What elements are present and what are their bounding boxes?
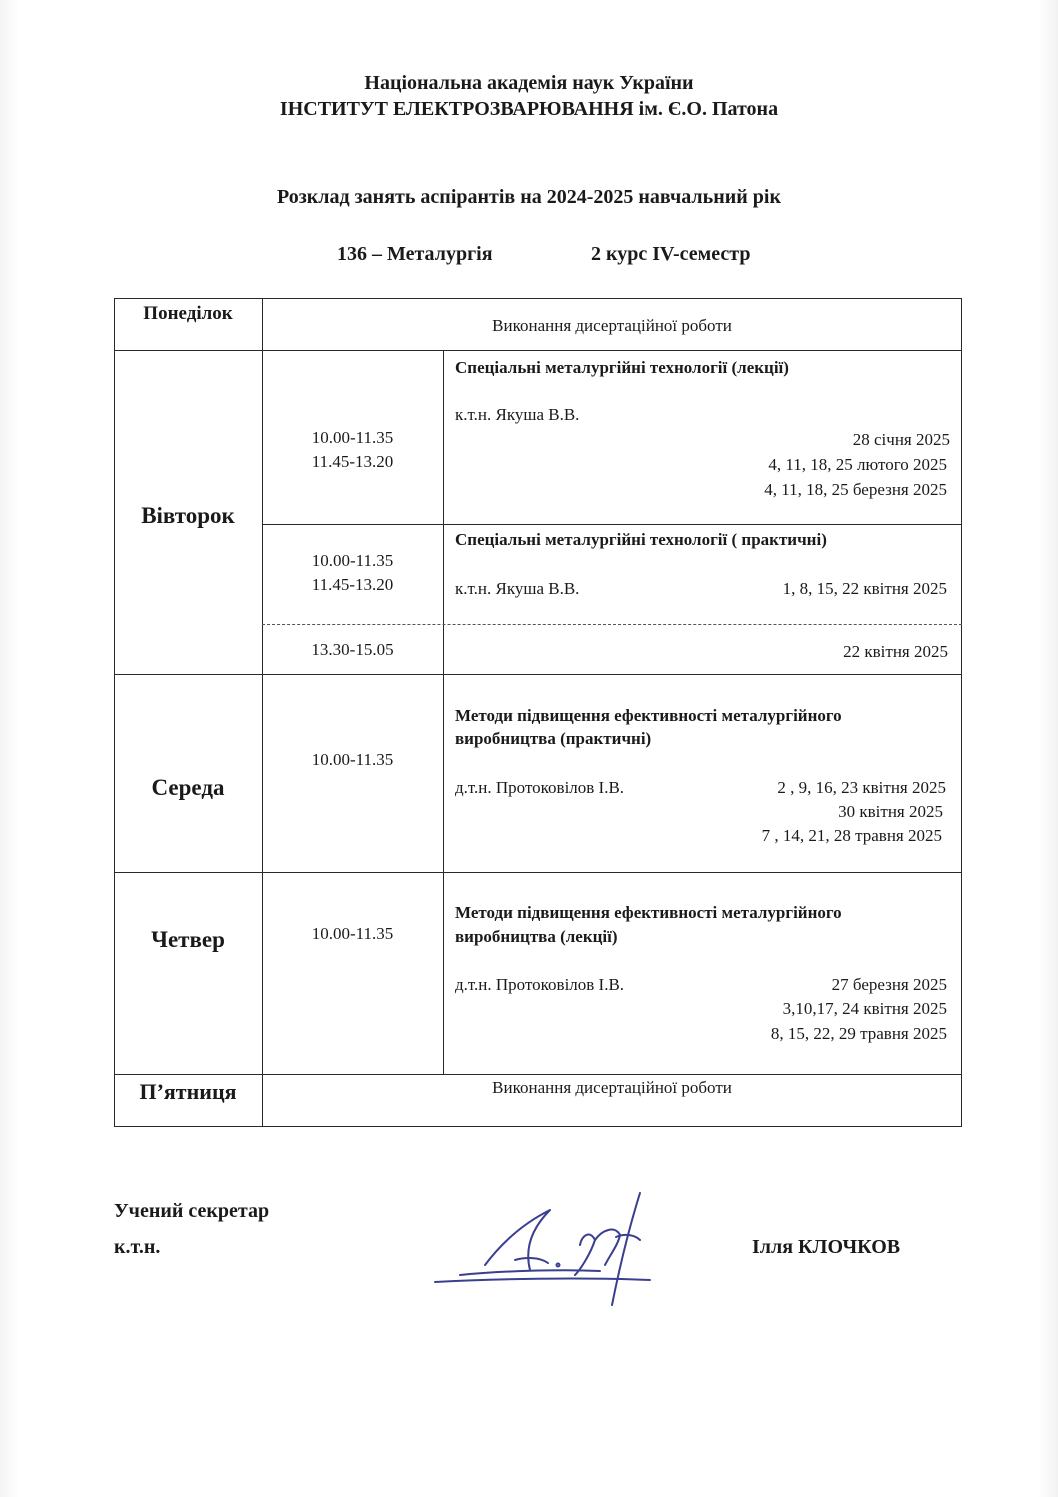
row-divider bbox=[114, 872, 962, 873]
wednesday-subject-line1: Методи підвищення ефективності металургійного bbox=[455, 706, 842, 725]
wednesday-dates-3: 7 , 14, 21, 28 травня 2025 bbox=[761, 826, 942, 845]
handwritten-signature bbox=[430, 1185, 660, 1310]
friday-activity: Виконання дисертаційної роботи bbox=[492, 1078, 732, 1097]
course-label: 2 курс IV-семестр bbox=[591, 243, 751, 265]
day-tuesday: Вівторок bbox=[141, 503, 235, 528]
thursday-dates-3: 8, 15, 22, 29 травня 2025 bbox=[770, 1024, 947, 1043]
institute-name: ІНСТИТУТ ЕЛЕКТРОЗВАРЮВАННЯ ім. Є.О. Патона bbox=[279, 98, 779, 120]
monday-activity: Виконання дисертаційної роботи bbox=[492, 316, 732, 335]
table-border-right bbox=[961, 298, 962, 1127]
signatory-degree: к.т.н. bbox=[114, 1236, 161, 1258]
sub-row-divider-dashed bbox=[262, 624, 962, 625]
wednesday-teacher: д.т.н. Протоковілов І.В. bbox=[455, 778, 625, 797]
specialty-label: 136 – Металургія bbox=[337, 243, 493, 265]
wednesday-dates-2: 30 квітня 2025 bbox=[838, 802, 943, 821]
signatory-position: Учений секретар bbox=[114, 1200, 270, 1222]
tuesday-subject-practical: Спеціальні металургійні технології ( практичні) bbox=[455, 530, 827, 549]
day-monday: Понеділок bbox=[143, 303, 233, 324]
table-border-left bbox=[114, 298, 115, 1127]
thursday-subject-line2: виробництва (лекції) bbox=[455, 927, 618, 946]
tuesday-time-1: 10.00-11.35 bbox=[311, 428, 394, 447]
thursday-dates-1: 27 березня 2025 bbox=[831, 975, 947, 994]
sub-row-divider bbox=[262, 524, 962, 525]
document-title: Розклад занять аспірантів на 2024-2025 навчальний рік bbox=[277, 186, 781, 208]
tuesday-teacher: к.т.н. Якуша В.В. bbox=[455, 405, 580, 424]
table-border-bottom bbox=[114, 1126, 962, 1127]
wednesday-subject-line2: виробництва (практичні) bbox=[455, 729, 652, 748]
day-friday: П’ятниця bbox=[139, 1079, 237, 1104]
signatory-name: Ілля КЛОЧКОВ bbox=[752, 1236, 901, 1258]
org-name: Національна академія наук України bbox=[364, 72, 694, 94]
thursday-teacher: д.т.н. Протоковілов І.В. bbox=[455, 975, 625, 994]
row-divider bbox=[114, 674, 962, 675]
tuesday-extra-dates: 22 квітня 2025 bbox=[843, 642, 948, 661]
column-divider bbox=[262, 298, 263, 1127]
tuesday-practical-teacher: к.т.н. Якуша В.В. bbox=[455, 579, 580, 598]
tuesday-dates-2: 4, 11, 18, 25 лютого 2025 bbox=[768, 455, 947, 474]
wednesday-time: 10.00-11.35 bbox=[311, 750, 394, 769]
tuesday-practical-time-2: 11.45-13.20 bbox=[311, 575, 394, 594]
row-divider bbox=[114, 350, 962, 351]
tuesday-practical-dates: 1, 8, 15, 22 квітня 2025 bbox=[782, 579, 947, 598]
wednesday-dates-1: 2 , 9, 16, 23 квітня 2025 bbox=[777, 778, 946, 797]
table-border-top bbox=[114, 298, 962, 299]
column-divider bbox=[443, 350, 444, 1075]
tuesday-time-2: 11.45-13.20 bbox=[311, 452, 394, 471]
thursday-dates-2: 3,10,17, 24 квітня 2025 bbox=[782, 999, 947, 1018]
tuesday-practical-time-1: 10.00-11.35 bbox=[311, 551, 394, 570]
day-thursday: Четвер bbox=[151, 927, 225, 952]
tuesday-dates-1: 28 січня 2025 bbox=[852, 430, 950, 449]
thursday-time: 10.00-11.35 bbox=[311, 924, 394, 943]
row-divider bbox=[114, 1074, 962, 1075]
day-wednesday: Середа bbox=[151, 775, 225, 800]
thursday-subject-line1: Методи підвищення ефективності металургійного bbox=[455, 903, 842, 922]
tuesday-subject-lectures: Спеціальні металургійні технології (лекції) bbox=[455, 358, 789, 377]
tuesday-extra-time: 13.30-15.05 bbox=[311, 640, 394, 659]
tuesday-dates-3: 4, 11, 18, 25 березня 2025 bbox=[764, 480, 947, 499]
